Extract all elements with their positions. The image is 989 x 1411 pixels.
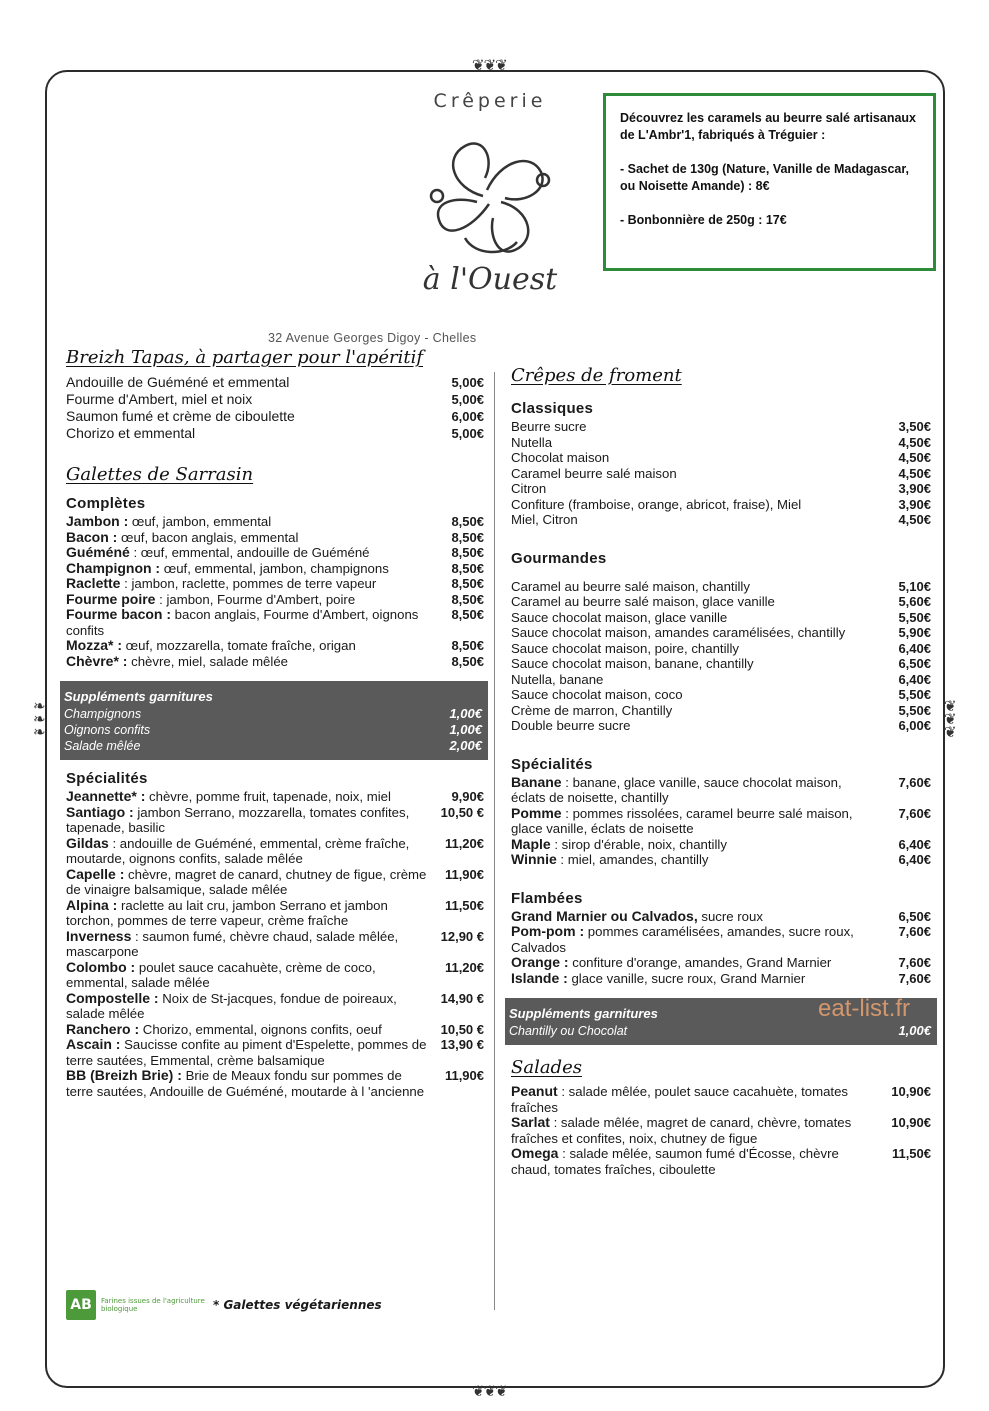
crepes-specialites-title: Spécialités (511, 755, 593, 773)
menu-item-price: 10,50 € (440, 1021, 484, 1037)
menu-item (511, 909, 931, 925)
menu-item-text: : salade mêlée, magret de canard, chèvre, tomates fraîches et confites, noix, chutney de figue (511, 1115, 852, 1146)
menu-item (64, 722, 482, 738)
menu-item (511, 497, 931, 513)
menu-item-text: : miel, amandes, chantilly (556, 852, 709, 867)
gourmandes-list (511, 579, 931, 734)
menu-item-text: confiture d'orange, amandes, Grand Marnier (568, 955, 832, 970)
menu-item (509, 1023, 931, 1039)
tapas-list (66, 374, 484, 442)
menu-item-desc: Saumon fumé et crème de ciboulette (66, 408, 295, 424)
menu-item-desc: Nutella (511, 434, 553, 450)
menu-item-name: Jeannette* : (66, 788, 146, 804)
menu-item-desc (66, 867, 438, 898)
menu-item-price: 3,90€ (898, 481, 931, 496)
menu-item-desc: Chorizo et emmental (66, 425, 196, 441)
menu-item-name: Fourme bacon : (66, 606, 172, 622)
menu-item (66, 836, 484, 867)
menu-item-name: Guéméné (66, 544, 130, 560)
galettes-specialites-list (66, 789, 484, 1099)
salades-title: Salades (511, 1057, 582, 1078)
menu-item-name: Gildas (66, 834, 109, 851)
menu-item-name: BB (Breizh Brie) : (66, 1067, 182, 1083)
menu-item-text: œuf, mozzarella, tomate fraîche, origan (122, 638, 356, 653)
gourmandes-title: Gourmandes (511, 549, 607, 567)
menu-item-price: 8,50€ (451, 529, 484, 545)
menu-item-price: 8,50€ (451, 576, 484, 591)
menu-item-name: Capelle : (66, 865, 125, 882)
menu-item-name: Raclette (66, 575, 121, 591)
menu-item-desc: Chocolat maison (511, 450, 610, 465)
menu-item-desc: Nutella, banane (511, 671, 604, 687)
menu-item-text: chèvre, pomme fruit, tapenade, noix, miel (145, 789, 391, 804)
menu-item-price: 6,40€ (898, 640, 931, 656)
menu-item-desc (511, 971, 885, 987)
menu-item-name: Alpina : (66, 896, 118, 913)
watermark: eat-list.fr (818, 995, 911, 1022)
menu-item-text: poulet sauce cacahuète, crème de coco, emmental, salade mêlée (66, 959, 376, 990)
menu-item-price: 13,90 € (440, 1037, 484, 1052)
menu-item-name: Champignon : (66, 559, 161, 576)
menu-item (511, 481, 931, 497)
promo-item-1: - Sachet de 130g (Nature, Vanille de Madagascar, ou Noisette Amande) : 8€ (620, 162, 910, 193)
menu-item-desc: Sauce chocolat maison, coco (511, 687, 683, 702)
menu-item-desc (66, 576, 438, 592)
menu-item (511, 703, 931, 719)
logo-top-text: Crêperie (433, 90, 547, 112)
tapas-title: Breizh Tapas, à partager pour l'apéritif (66, 347, 423, 368)
clover-logo-icon (405, 118, 575, 268)
menu-item-desc (66, 607, 438, 638)
menu-item (511, 971, 931, 987)
menu-item-text: sucre roux (697, 908, 763, 924)
galettes-specialites-title: Spécialités (66, 770, 148, 787)
menu-item-price: 8,50€ (451, 638, 484, 653)
flambees-title: Flambées (511, 889, 583, 907)
menu-item-price: 11,50€ (891, 1146, 931, 1161)
menu-item (511, 806, 931, 837)
menu-item (511, 594, 931, 610)
menu-item (66, 929, 484, 960)
menu-item-desc: Citron (511, 481, 547, 496)
menu-item-desc (66, 805, 438, 836)
menu-item-price: 11,50€ (444, 897, 484, 913)
menu-item (511, 718, 931, 734)
menu-item-desc: Miel, Citron (511, 512, 578, 527)
supplements-list (64, 706, 482, 754)
menu-item-price: 8,50€ (451, 545, 484, 560)
menu-item (511, 1146, 931, 1177)
menu-item-price: 7,60€ (898, 924, 931, 939)
menu-item (64, 738, 482, 754)
menu-item-text: bacon anglais, Fourme d'Ambert, oignons confits (66, 607, 419, 638)
menu-item (511, 466, 931, 482)
logo-bottom-text: à l'Ouest (422, 262, 558, 297)
menu-item-price: 8,50€ (451, 591, 484, 607)
menu-item-price: 11,90€ (444, 866, 484, 882)
menu-item-text: Noix de St-jacques, fondue de poireaux, salade mêlée (66, 990, 397, 1021)
menu-item (66, 514, 484, 530)
menu-item-price: 4,50€ (898, 465, 931, 481)
menu-item-desc (66, 561, 438, 577)
salades-list (511, 1084, 931, 1177)
menu-item-name: Pom-pom : (511, 923, 585, 939)
menu-item-desc (66, 638, 438, 654)
menu-item-desc (511, 806, 885, 837)
menu-item-name: Winnie (511, 851, 557, 867)
menu-item (511, 579, 931, 595)
menu-item-desc (66, 960, 438, 991)
menu-item-desc (66, 991, 438, 1022)
classiques-list (511, 419, 931, 528)
menu-item-text: : banane, glace vanille, sauce chocolat maison, éclats de noisette, chantilly (511, 774, 842, 805)
menu-item (511, 1115, 931, 1146)
menu-item-price: 6,40€ (898, 852, 931, 867)
menu-item (66, 1068, 484, 1099)
menu-item-price: 5,50€ (898, 702, 931, 718)
galettes-title: Galettes de Sarrasin (66, 464, 254, 485)
menu-item-desc (66, 514, 438, 530)
menu-item-name: Jambon : (66, 513, 129, 529)
menu-item-desc (66, 654, 438, 670)
menu-item-desc: Salade mêlée (64, 739, 141, 753)
menu-item-price: 9,90€ (451, 789, 484, 804)
menu-item (66, 867, 484, 898)
vegetarian-note: * Galettes végétariennes (213, 1298, 382, 1312)
menu-item-text: Brie de Meaux fondu sur pommes de terre sautées, Andouille de Guéméné, moutarde à l 'ancienne (66, 1068, 425, 1099)
menu-item-name: Sarlat (511, 1114, 550, 1130)
menu-item-desc: Oignons confits (64, 723, 151, 737)
menu-item (66, 898, 484, 929)
menu-item-price: 6,50€ (898, 656, 931, 671)
supplements-title: Suppléments garnitures (64, 689, 213, 704)
menu-item-price: 6,00€ (898, 718, 931, 733)
menu-item-desc: Crème de marron, Chantilly (511, 702, 673, 718)
menu-item (511, 924, 931, 955)
menu-item-desc (66, 836, 438, 867)
promo-box (603, 93, 936, 271)
menu-item-price: 11,20€ (444, 835, 484, 851)
menu-item-desc (511, 775, 885, 806)
menu-item (66, 561, 484, 577)
menu-item-desc (66, 545, 438, 561)
menu-item-text: pommes caramélisées, amandes, sucre roux, Calvados (511, 924, 854, 955)
menu-item-desc (66, 592, 438, 608)
menu-item-desc (511, 909, 885, 925)
menu-item-price: 7,60€ (898, 970, 931, 986)
menu-item-desc: Double beurre sucre (511, 718, 631, 733)
menu-item-text: : pommes rissolées, caramel beurre salé maison, glace vanille, éclats de noisette (511, 805, 853, 836)
organic-text: Farines issues de l'agriculture biologique (101, 1297, 205, 1313)
menu-item-desc: Sauce chocolat maison, poire, chantilly (511, 640, 739, 656)
menu-item-price: 6,50€ (898, 908, 931, 924)
menu-item-desc (511, 852, 885, 868)
menu-item-price: 7,60€ (898, 774, 931, 790)
menu-item (66, 789, 484, 805)
menu-item-text: : saumon fumé, chèvre chaud, salade mêlée, mascarpone (66, 928, 399, 959)
menu-item-text: chèvre, miel, salade mêlée (127, 653, 288, 669)
menu-item-desc: Andouille de Guéméné et emmental (66, 374, 290, 390)
column-divider (494, 372, 495, 1310)
completes-title: Complètes (66, 495, 146, 512)
menu-item (511, 852, 931, 868)
menu-item-name: Omega (511, 1145, 559, 1161)
menu-item-price: 5,50€ (898, 609, 931, 625)
menu-item-price: 8,50€ (451, 514, 484, 529)
menu-item (511, 641, 931, 657)
promo-intro: Découvrez les caramels au beurre salé artisanaux de L'Ambr'1, fabriqués à Tréguier : (620, 111, 916, 142)
menu-item-price: 12,90 € (440, 928, 484, 944)
menu-item-price: 5,00€ (451, 392, 484, 407)
menu-item-text: raclette au lait cru, jambon Serrano et jambon torchon, pommes de terre vapeur, crème fraîche (66, 897, 388, 928)
menu-item (66, 1037, 484, 1068)
menu-item-name: Banane (511, 773, 562, 790)
promo-item-2: - Bonbonnière de 250g : 17€ (620, 213, 787, 227)
menu-item-price: 4,50€ (898, 434, 931, 450)
crepes-supplements-list (509, 1023, 931, 1039)
menu-item-desc: Chantilly ou Chocolat (509, 1024, 628, 1038)
menu-item-desc: Confiture (framboise, orange, abricot, fraise), Miel (511, 496, 802, 512)
menu-item (66, 592, 484, 608)
menu-item-price: 4,50€ (898, 450, 931, 465)
menu-item-price: 7,60€ (898, 955, 931, 970)
menu-item-price: 5,60€ (898, 594, 931, 609)
menu-item-price: 8,50€ (451, 607, 484, 622)
menu-item-name: Pomme (511, 804, 562, 821)
menu-item-price: 3,50€ (898, 419, 931, 434)
menu-item (511, 687, 931, 703)
creperie-logo (405, 90, 575, 305)
menu-item-text: jambon Serrano, mozzarella, tomates confites, tapenade, basilic (66, 804, 410, 835)
menu-item-name: Fourme poire (66, 590, 156, 607)
menu-item-text: œuf, jambon, emmental (128, 514, 272, 529)
menu-item (511, 656, 931, 672)
menu-item (511, 837, 931, 853)
menu-item-price: 5,00€ (451, 426, 484, 441)
menu-item-name: Santiago : (66, 803, 134, 820)
menu-item-text: chèvre, magret de canard, chutney de figue, crème de vinaigre balsamique, salade mêlée (66, 866, 427, 897)
menu-item-price: 8,50€ (451, 560, 484, 576)
menu-item-text: : jambon, Fourme d'Ambert, poire (155, 591, 356, 607)
menu-item-price: 10,50 € (440, 804, 484, 820)
menu-item-desc (511, 924, 885, 955)
menu-item-desc (66, 898, 438, 929)
classiques-title: Classiques (511, 400, 594, 417)
menu-item-name: Chèvre* : (66, 652, 128, 669)
crepes-specialites-list (511, 775, 931, 868)
menu-item (66, 960, 484, 991)
menu-item (511, 625, 931, 641)
top-flourish-icon: ❦❦❦ (472, 56, 507, 74)
menu-item-text: Chorizo, emmental, oignons confits, oeuf (139, 1021, 382, 1037)
right-column (511, 365, 931, 1177)
menu-item-name: Colombo : (66, 958, 136, 975)
menu-item (66, 391, 484, 408)
menu-item-name: Islande : (511, 969, 568, 986)
menu-item (66, 654, 484, 670)
menu-item-desc (66, 929, 438, 960)
menu-item-price: 6,40€ (898, 836, 931, 852)
menu-item-name: Maple (511, 835, 551, 852)
menu-item-desc: Caramel au beurre salé maison, glace vanille (511, 594, 775, 609)
menu-item-name: Orange : (511, 954, 569, 970)
menu-item-desc (511, 1084, 885, 1115)
menu-item-name: Mozza* : (66, 637, 122, 653)
menu-item (66, 408, 484, 425)
menu-item-text: : salade mêlée, saumon fumé d'Écosse, chèvre chaud, tomates fraîches, ciboulette (511, 1146, 839, 1177)
menu-item-desc (511, 837, 885, 853)
menu-item (511, 1084, 931, 1115)
menu-item-text: : salade mêlée, poulet sauce cacahuète, tomates fraîches (511, 1084, 848, 1115)
menu-item-text: œuf, bacon anglais, emmental (117, 529, 299, 545)
menu-item (66, 530, 484, 546)
menu-item-price: 5,00€ (451, 375, 484, 390)
menu-item (66, 1022, 484, 1038)
menu-item-desc: Caramel beurre salé maison (511, 465, 677, 481)
menu-item (511, 512, 931, 528)
crepes-title: Crêpes de froment (511, 365, 682, 386)
menu-item (511, 450, 931, 466)
menu-item-price: 3,90€ (898, 496, 931, 512)
menu-item-desc: Sauce chocolat maison, banane, chantilly (511, 656, 754, 671)
menu-item-desc (511, 1115, 885, 1146)
menu-item-desc: Fourme d'Ambert, miel et noix (66, 391, 253, 407)
address: 32 Avenue Georges Digoy - Chelles (268, 331, 477, 345)
menu-item-text: Saucisse confite au piment d'Espelette, pommes de terre sautées, Emmental, crème balsamique (66, 1037, 427, 1068)
completes-list (66, 514, 484, 669)
menu-item-price: 1,00€ (898, 1023, 931, 1038)
menu-item (511, 955, 931, 971)
menu-item-desc: Beurre sucre (511, 419, 587, 434)
menu-item (66, 638, 484, 654)
menu-item-name: Compostelle : (66, 989, 159, 1006)
menu-item-text: : œuf, emmental, andouille de Guéméné (129, 545, 370, 560)
menu-item-name: Peanut (511, 1083, 558, 1099)
menu-item-desc (66, 530, 438, 546)
menu-item (511, 419, 931, 435)
left-column (66, 347, 484, 1099)
galettes-supplements (60, 681, 488, 760)
ab-organic-logo-icon: AB (66, 1290, 96, 1320)
menu-item-text: glace vanille, sucre roux, Grand Marnier (567, 970, 806, 986)
menu-item-price: 2,00€ (449, 738, 482, 753)
menu-item (511, 435, 931, 451)
menu-item-desc: Caramel au beurre salé maison, chantilly (511, 578, 750, 594)
menu-item (511, 775, 931, 806)
menu-item-desc (66, 789, 438, 805)
menu-item-price: 6,40€ (898, 671, 931, 687)
menu-item-price: 10,90€ (891, 1084, 931, 1099)
menu-item-name: Ranchero : (66, 1020, 140, 1037)
menu-item-desc (66, 1037, 438, 1068)
left-flourish-icon: ❧ ❧ ❧ (33, 697, 45, 741)
menu-item-desc (511, 955, 885, 971)
menu-item-text: œuf, emmental, jambon, champignons (160, 560, 389, 576)
menu-item-name: Ascain : (66, 1036, 121, 1052)
menu-item-desc (66, 1068, 438, 1099)
menu-item-price: 7,60€ (898, 805, 931, 821)
menu-item (66, 576, 484, 592)
menu-item-price: 11,90€ (444, 1068, 484, 1083)
menu-item-price: 4,50€ (898, 512, 931, 527)
menu-item-desc: Sauce chocolat maison, glace vanille (511, 609, 728, 625)
menu-item-desc (66, 1022, 438, 1038)
menu-item-price: 11,20€ (444, 959, 484, 975)
menu-item-price: 8,50€ (451, 653, 484, 669)
menu-item-name: Bacon : (66, 528, 118, 545)
menu-item (511, 610, 931, 626)
bottom-flourish-icon: ❦❦❦ (472, 1382, 507, 1400)
crepes-supplements-title: Suppléments garnitures (509, 1006, 658, 1021)
right-flourish-icon: ❦ ❦ ❦ (944, 697, 956, 741)
menu-item (66, 805, 484, 836)
menu-item-price: 5,10€ (898, 578, 931, 594)
menu-item-desc: Champignons (64, 707, 142, 721)
menu-item-name: Grand Marnier ou Calvados, (511, 907, 698, 924)
menu-item-text: : andouille de Guéméné, emmental, crème fraîche, moutarde, oignons confits, salade mêlée (66, 835, 410, 866)
menu-item-price: 1,00€ (449, 722, 482, 737)
menu-item-text: : jambon, raclette, pommes de terre vapeur (120, 576, 377, 591)
menu-item-desc (511, 1146, 885, 1177)
menu-item (511, 672, 931, 688)
menu-item (64, 706, 482, 722)
menu-item-price: 6,00€ (451, 409, 484, 424)
menu-item-price: 14,90 € (440, 990, 484, 1006)
menu-item-desc: Sauce chocolat maison, amandes caramélisées, chantilly (511, 625, 846, 640)
menu-item (66, 425, 484, 442)
organic-note (66, 1290, 382, 1320)
menu-item-name: Inverness (66, 927, 132, 944)
menu-item-price: 1,00€ (449, 706, 482, 721)
menu-item-price: 10,90€ (891, 1115, 931, 1130)
menu-item (66, 545, 484, 561)
menu-item (66, 374, 484, 391)
menu-item-price: 5,90€ (898, 625, 931, 640)
menu-item-price: 5,50€ (898, 687, 931, 702)
menu-item-text: : sirop d'érable, noix, chantilly (550, 836, 727, 852)
menu-item (66, 991, 484, 1022)
menu-item (66, 607, 484, 638)
flambees-list (511, 909, 931, 987)
